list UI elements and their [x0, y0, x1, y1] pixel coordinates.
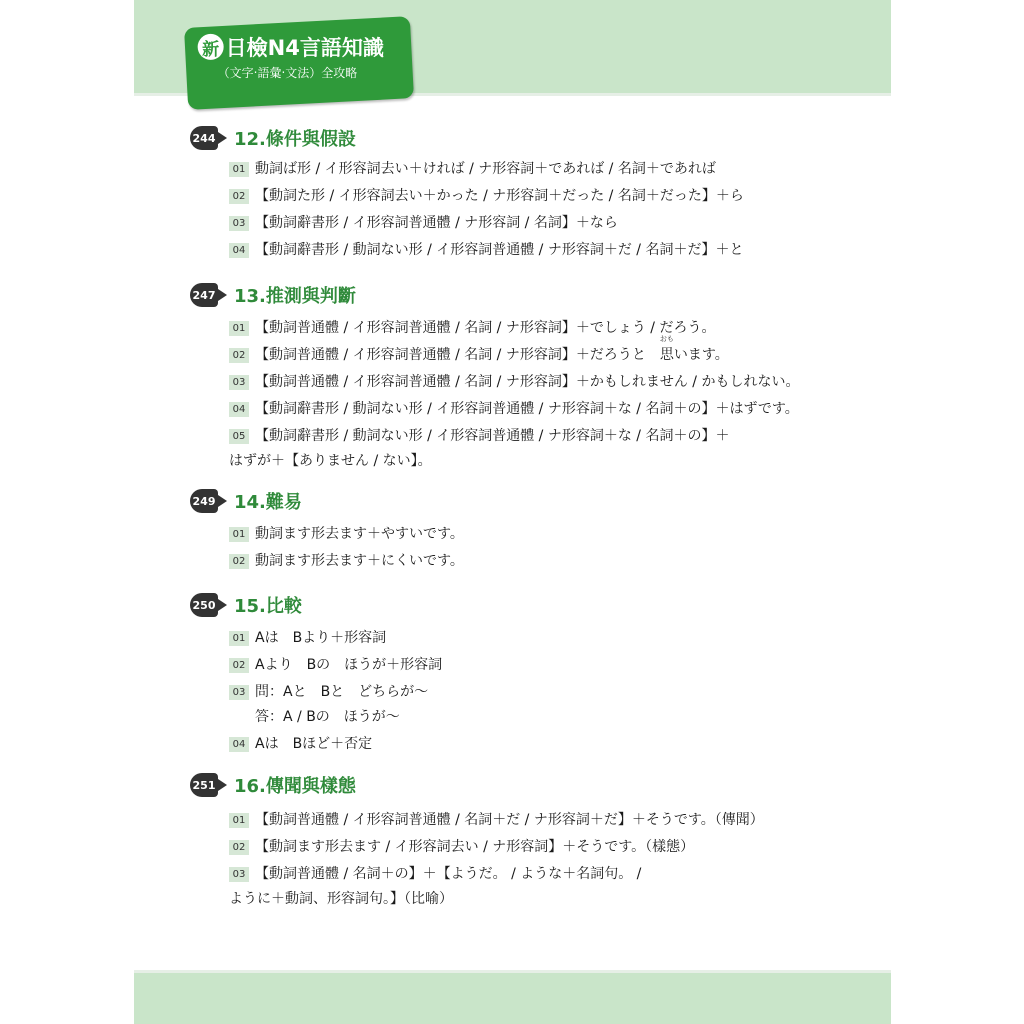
item-text-continued: はずが＋【ありません / ない】。 [229, 453, 432, 469]
item-text: 【動詞普通體 / イ形容詞普通體 / 名詞 / ナ形容詞】＋かもしれません / かもしれない。 [255, 374, 800, 390]
item-text: 動詞ば形 / イ形容詞去い＋ければ / ナ形容詞＋であれば / 名詞＋であれば [255, 161, 716, 177]
item-text: Aは Bより＋形容詞 [255, 630, 387, 646]
grammar-item [229, 837, 880, 858]
new-badge-icon: 新 [198, 34, 224, 60]
item-number: 03 [229, 216, 249, 231]
item-text: 【動詞ます形去ます / イ形容詞去い / ナ形容詞】＋そうです。（樣態） [255, 839, 695, 855]
item-text-post: います。 [673, 347, 729, 363]
section-title: 13.推測與判斷 [234, 286, 356, 307]
section-13 [190, 282, 880, 472]
section-title: 12.條件與假設 [234, 129, 356, 150]
item-number: 02 [229, 348, 249, 363]
section-15 [190, 592, 880, 755]
grammar-item [229, 372, 880, 393]
grammar-item [229, 655, 880, 676]
item-text: 動詞ます形去ます＋にくいです。 [255, 553, 464, 569]
item-text-continued: ように＋動詞、形容詞句。】（比喻） [229, 891, 453, 907]
grammar-item [229, 524, 880, 545]
item-number: 04 [229, 243, 249, 258]
item-text: 問：Aと Bと どちらが～ [255, 684, 429, 700]
section-14 [190, 488, 880, 572]
item-number: 01 [229, 527, 249, 542]
grammar-item [229, 628, 880, 649]
grammar-item [229, 213, 880, 234]
item-text: 【動詞普通體 / 名詞＋の】＋【ようだ。 / ような＋名詞句。 / [255, 866, 642, 882]
section-heading [190, 592, 880, 618]
item-number: 01 [229, 162, 249, 177]
section-heading [190, 282, 880, 308]
book-title-row [198, 32, 404, 62]
section-title: 15.比較 [234, 596, 302, 617]
book-title: 日檢N4言語知識 [225, 35, 384, 60]
right-margin [890, 0, 1024, 1024]
page-number-badge: 251 [190, 773, 218, 797]
item-number: 02 [229, 658, 249, 673]
grammar-item [229, 682, 880, 728]
item-text-continued: 答：A / Bの ほうが～ [255, 709, 400, 725]
book-title-tag [184, 16, 414, 110]
item-text: 【動詞辭書形 / イ形容詞普通體 / ナ形容詞 / 名詞】＋なら [255, 215, 618, 231]
item-text-pre: 【動詞普通體 / イ形容詞普通體 / 名詞 / ナ形容詞】＋だろうと [255, 347, 660, 363]
section-heading [190, 488, 880, 514]
grammar-item [229, 426, 880, 472]
book-subtitle: （文字‧語彙‧文法）全攻略 [217, 65, 358, 80]
item-text: 【動詞普通體 / イ形容詞普通體 / 名詞 / ナ形容詞】＋でしょう / だろう。 [255, 320, 716, 336]
item-text: 【動詞た形 / イ形容詞去い＋かった / ナ形容詞＋だった / 名詞＋だった】＋ら [255, 188, 744, 204]
item-number: 01 [229, 813, 249, 828]
section-16 [190, 772, 880, 910]
item-text: 動詞ます形去ます＋やすいです。 [255, 526, 464, 542]
grammar-item [229, 551, 880, 572]
book-title-tag-content [198, 32, 404, 81]
item-number: 03 [229, 685, 249, 700]
grammar-item [229, 810, 880, 831]
page-number-badge: 244 [190, 126, 218, 150]
furigana: おも [659, 335, 674, 343]
section-heading [190, 125, 880, 151]
grammar-item [229, 335, 880, 366]
item-number: 01 [229, 321, 249, 336]
grammar-item [229, 318, 880, 339]
grammar-item [229, 864, 880, 910]
ruby-word [659, 335, 674, 366]
item-number: 04 [229, 402, 249, 417]
grammar-item [229, 734, 880, 755]
footer-band-divider [134, 970, 891, 973]
item-number: 02 [229, 554, 249, 569]
item-text: Aより Bの ほうが＋形容詞 [255, 657, 443, 673]
ruby-base: 思 [659, 347, 674, 363]
item-text: 【動詞辭書形 / 動詞ない形 / イ形容詞普通體 / ナ形容詞＋な / 名詞＋の】＋ [255, 428, 730, 444]
page-number-badge: 249 [190, 489, 218, 513]
grammar-item [229, 240, 880, 261]
section-title: 16.傳聞與樣態 [234, 776, 356, 797]
item-text: 【動詞辭書形 / 動詞ない形 / イ形容詞普通體 / ナ形容詞＋だ / 名詞＋だ】＋と [255, 242, 744, 258]
item-text [255, 335, 729, 366]
item-number: 04 [229, 737, 249, 752]
item-number: 03 [229, 375, 249, 390]
grammar-item [229, 399, 880, 420]
item-number: 03 [229, 867, 249, 882]
grammar-item [229, 186, 880, 207]
section-12 [190, 125, 880, 261]
item-number: 01 [229, 631, 249, 646]
page-number-badge: 250 [190, 593, 218, 617]
item-number: 02 [229, 189, 249, 204]
left-margin [0, 0, 134, 1024]
section-heading [190, 772, 880, 798]
item-text: 【動詞辭書形 / 動詞ない形 / イ形容詞普通體 / ナ形容詞＋な / 名詞＋の】＋はずです。 [255, 401, 799, 417]
grammar-item [229, 159, 880, 180]
page-number-badge: 247 [190, 283, 218, 307]
section-title: 14.難易 [234, 492, 302, 513]
item-number: 02 [229, 840, 249, 855]
item-text: Aは Bほど＋否定 [255, 736, 373, 752]
item-number: 05 [229, 429, 249, 444]
item-text: 【動詞普通體 / イ形容詞普通體 / 名詞＋だ / ナ形容詞＋だ】＋そうです。（傳聞） [255, 812, 764, 828]
footer-band [134, 970, 891, 1024]
book-page [134, 0, 891, 1024]
